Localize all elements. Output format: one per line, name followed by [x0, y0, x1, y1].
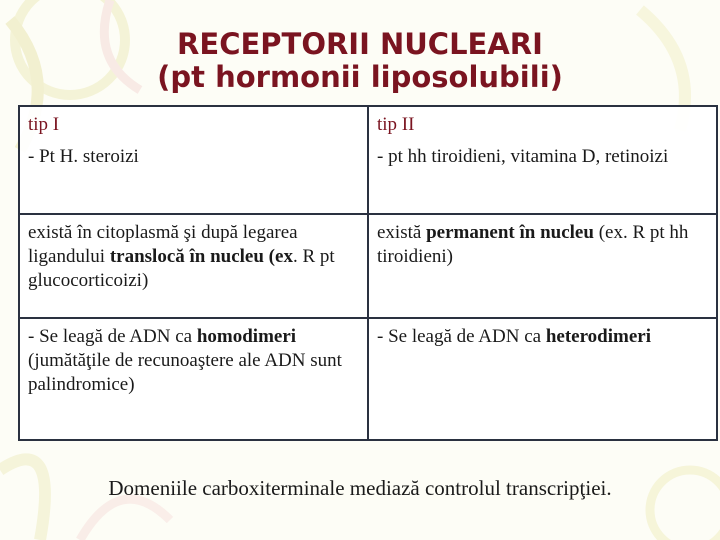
location-1-bold: translocă în nucleu (ex [109, 246, 293, 267]
location-2-bold: permanent în nucleu [426, 222, 594, 243]
table-cell-binding-1 [19, 318, 368, 440]
type-1-text: - Pt H. steroizi [28, 146, 139, 167]
table-row [19, 318, 717, 440]
type-1-header: tip I [28, 114, 60, 135]
table-cell-binding-2 [368, 318, 717, 440]
type-2-text: - pt hh tiroidieni, vitamina D, retinoizi [377, 146, 669, 167]
binding-2-text: - Se leagă de ADN ca [377, 326, 546, 347]
footer-note: Domeniile carboxiterminale mediază controlul transcripţiei. [108, 476, 612, 500]
table-cell-location-1 [19, 214, 368, 318]
title-line-2: (pt hormonii liposolubili) [157, 60, 563, 94]
type-2-header: tip II [377, 114, 415, 135]
page-title [0, 28, 720, 94]
title-line-1: RECEPTORII NUCLEARI [177, 27, 543, 61]
table-cell-location-2 [368, 214, 717, 318]
location-1-tail: . R pt glucocorticoizi) [28, 246, 335, 291]
location-1-text: există în citoplasmă şi după legarea ligandului [28, 222, 298, 267]
binding-2-bold: heterodimeri [545, 326, 651, 347]
binding-1-bold: homodimeri [196, 326, 297, 347]
table-cell-type-1 [19, 106, 368, 214]
location-2-tail: (ex. R pt hh tiroidieni) [377, 222, 689, 267]
location-2-text: există [377, 222, 427, 243]
table-cell-type-2 [368, 106, 717, 214]
table-row [19, 214, 717, 318]
binding-1-tail: (jumătăţile de recunoaştere ale ADN sunt palindromice) [28, 350, 342, 395]
table-row [19, 106, 717, 214]
receptor-comparison-table [18, 105, 718, 441]
binding-1-text: - Se leagă de ADN ca [28, 326, 197, 347]
